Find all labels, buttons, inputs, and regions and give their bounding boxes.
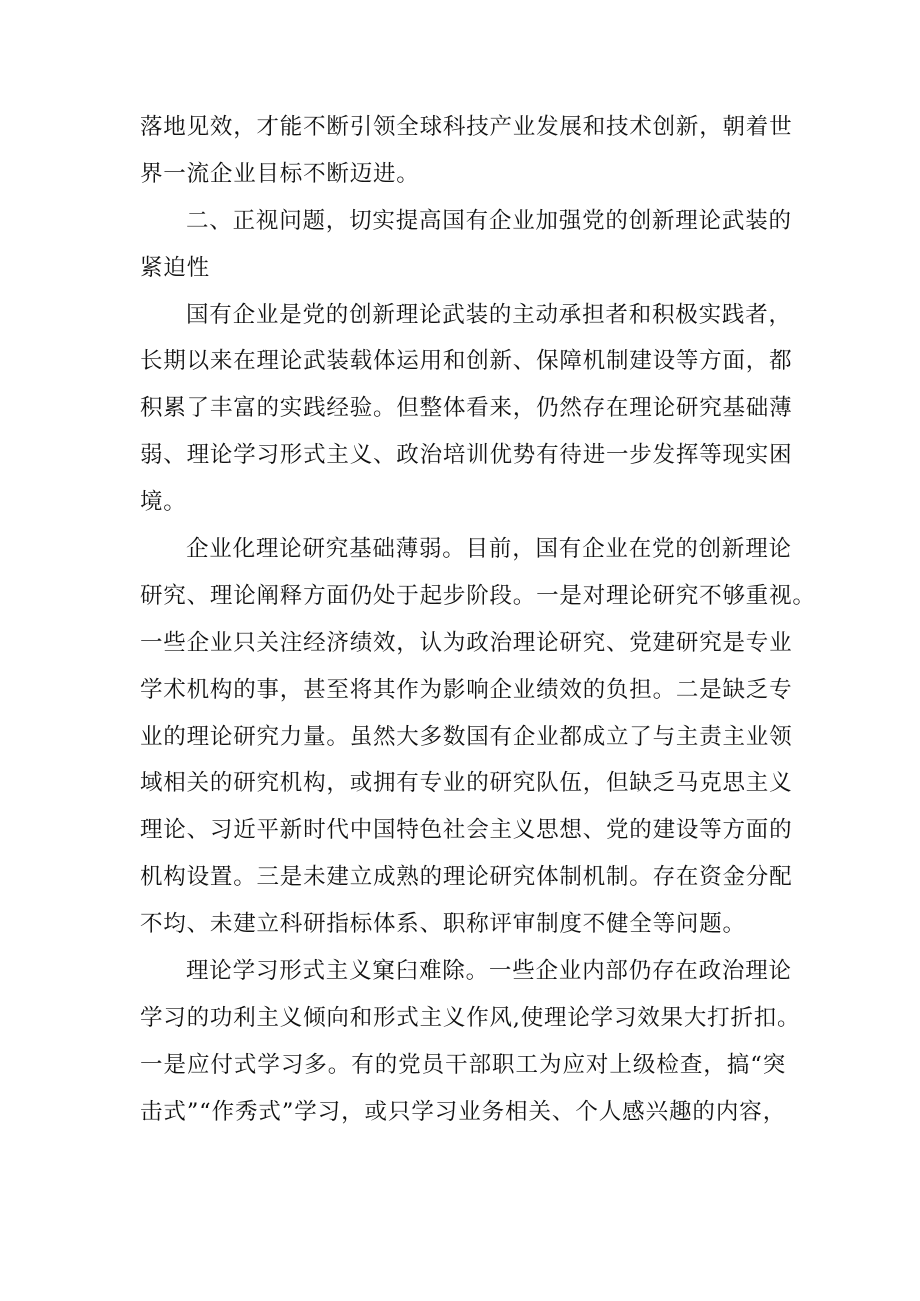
text-line: 理论、习近平新时代中国特色社会主义思想、党的建设等方面的 <box>140 817 793 844</box>
text-line: 业的理论研究力量。虽然大多数国有企业都成立了与主责主业领 <box>140 723 793 750</box>
text-line: 学习的功利主义倾向和形式主义作风,使理论学习效果大打折扣。 <box>140 1004 801 1031</box>
text-line: 研究、理论阐释方面仍处于起步阶段。一是对理论研究不够重视。 <box>140 582 816 609</box>
text-line: 弱、理论学习形式主义、政治培训优势有待进一步发挥等现实困 <box>140 442 793 469</box>
text-line: 学术机构的事，甚至将其作为影响企业绩效的负担。二是缺乏专 <box>140 676 793 703</box>
text-line: 击式”“作秀式”学习，或只学习业务相关、个人感兴趣的内容， <box>140 1098 786 1125</box>
text-line: 理论学习形式主义窠臼难除。一些企业内部仍存在政治理论 <box>186 958 792 985</box>
text-line: 不均、未建立科研指标体系、职称评审制度不健全等问题。 <box>140 911 746 938</box>
text-line: 一些企业只关注经济绩效，认为政治理论研究、党建研究是专业 <box>140 629 793 656</box>
text-line: 落地见效，才能不断引领全球科技产业发展和技术创新，朝着世 <box>140 114 793 140</box>
text-line: 长期以来在理论武装载体运用和创新、保障机制建设等方面，都 <box>140 348 793 375</box>
text-line: 一是应付式学习多。有的党员干部职工为应对上级检查，搞“突 <box>140 1051 786 1078</box>
text-line: 二、正视问题，切实提高国有企业加强党的创新理论武装的 <box>186 207 792 234</box>
text-line: 境。 <box>140 489 187 516</box>
text-line: 机构设置。三是未建立成熟的理论研究体制机制。存在资金分配 <box>140 864 793 891</box>
text-line: 国有企业是党的创新理论武装的主动承担者和积极实践者， <box>186 301 792 328</box>
document-body <box>140 104 816 1136</box>
text-line: 界一流企业目标不断迈进。 <box>140 160 420 187</box>
text-line: 域相关的研究机构，或拥有专业的研究队伍，但缺乏马克思主义 <box>140 770 793 797</box>
text-line: 积累了丰富的实践经验。但整体看来，仍然存在理论研究基础薄 <box>140 395 793 422</box>
text-line: 企业化理论研究基础薄弱。目前，国有企业在党的创新理论 <box>186 536 792 563</box>
text-line: 紧迫性 <box>140 254 210 281</box>
